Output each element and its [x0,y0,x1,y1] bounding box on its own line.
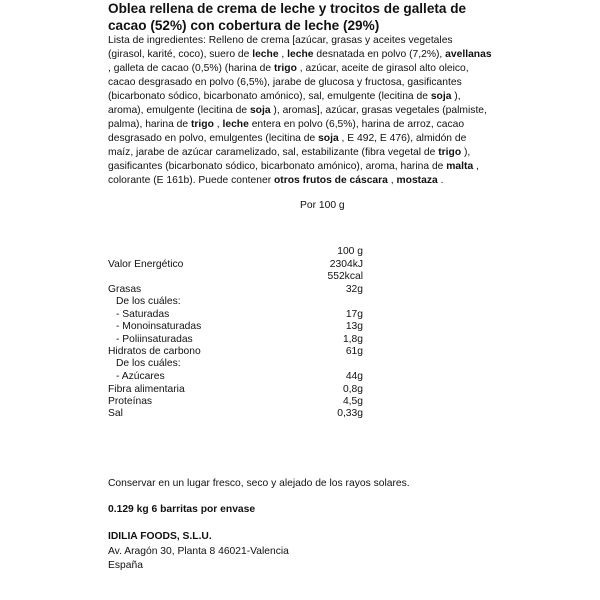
ingredients-text: entera en polvo (6,5%), harina de arroz, cacao desgrasado en polvo, emulgentes (lecitina de [108,119,465,144]
company-country: España [108,560,143,571]
nutrition-row-fat-of-which [108,295,368,308]
nutrient-label: Proteínas [108,396,153,407]
storage-instructions: Conservar en un lugar fresco, seco y alejado de los rayos solares. [108,478,410,489]
nutrient-value: 61g [345,346,363,357]
nutrition-row-sugars [108,370,368,383]
nutrient-label: - Monoinsaturadas [116,321,202,332]
nutrient-value: 32g [345,284,363,295]
ingredients-text: , E 492, E 476), almidón de maíz, jarabe de azúcar caramelizado, sal, estabilizante (fibra vegetal de [108,133,467,158]
company-name: IDILIA FOODS, S.L.U. [108,531,212,542]
allergen-highlight: otros frutos de cáscara [274,175,388,186]
ingredients-text: desnatada en polvo (7,2%), [313,49,446,60]
nutrient-value: 44g [345,371,363,382]
allergen-highlight: malta [446,161,474,172]
nutrient-value: 0,33g [337,408,363,419]
nutrition-row-carbs-of-which [108,357,368,370]
ingredients-text: , [213,119,223,130]
allergen-highlight: avellanas [445,49,492,60]
nutrient-value: 1,8g [342,334,363,345]
allergen-highlight: leche [287,49,314,60]
ingredients-text: Lista de ingredientes: Relleno de crema [azúcar, grasas y aceites vegetales (girasol, karité, coco), suero de [108,35,453,60]
allergen-highlight: trigo [274,63,297,74]
package-info: 0.129 kg 6 barritas por envase [108,504,256,515]
ingredients-text: ), aromas], azúcar, grasas vegetales (palmiste, palma), harina de [108,105,487,130]
nutrient-label: Hidratos de carbono [108,346,201,357]
ingredients-text: , azúcar, aceite de girasol alto oleico, cacao desgrasado en polvo (6,5%), jarabe de glucosa y fructosa, gasificantes (bicarbonato sódico, bicarbonato amónico), sal, emulgente (lecitina de [108,63,469,102]
nutrition-row-column-header [108,245,368,258]
allergen-highlight: leche [252,49,279,60]
nutrient-label: De los cuáles: [116,296,181,307]
product-title: Oblea rellena de crema de leche y trocitos de galleta de cacao (52%) con cobertura de leche (29%) [108,1,467,33]
nutrition-row-salt [108,407,368,420]
nutrient-value: 13g [345,321,363,332]
nutrient-label: De los cuáles: [116,358,181,369]
ingredients-text: , colorante (E 161b). Puede contener [108,161,479,186]
nutrition-row-monounsaturated [108,320,368,333]
nutrient-label: Fibra alimentaria [108,384,185,395]
nutrition-row-energy-kcal [108,270,368,283]
ingredients-text: ), gasificantes (bicarbonato sódico, bicarbonato amónico), aroma, harina de [108,147,471,172]
nutrient-value: 552kcal [327,271,363,282]
allergen-highlight: mostaza [396,175,438,186]
ingredients-text: . [437,175,444,186]
allergen-highlight: trigo [438,147,462,158]
company-address: Av. Aragón 30, Planta 8 46021-Valencia [108,546,289,557]
nutrient-label: - Saturadas [116,309,170,320]
allergen-highlight: leche [222,119,249,130]
nutrient-label: Grasas [108,284,142,295]
ingredients-text: ), aroma), emulgente (lecitina de [108,91,461,116]
allergen-highlight: soja [249,105,271,116]
nutrient-label: Valor Energético [108,259,184,270]
allergen-highlight: trigo [191,119,214,130]
nutrient-label: - Azúcares [116,371,165,382]
nutrient-value: 2304kJ [329,259,363,270]
nutrient-value: 0,8g [342,384,363,395]
allergen-highlight: soja [318,133,339,144]
nutrient-label: Sal [108,408,123,419]
ingredients-text: , [278,49,288,60]
ingredients-text: , galleta de cacao (0,5%) (harina de [108,63,274,74]
nutrient-value: 4,5g [342,396,363,407]
nutrient-label: - Poliinsaturadas [116,334,193,345]
per-100g-header: Por 100 g [300,200,345,211]
nutrient-value: 100 g [337,246,363,257]
nutrient-value: 17g [345,309,363,320]
ingredients-text: , [387,175,397,186]
allergen-highlight: soja [430,91,452,102]
